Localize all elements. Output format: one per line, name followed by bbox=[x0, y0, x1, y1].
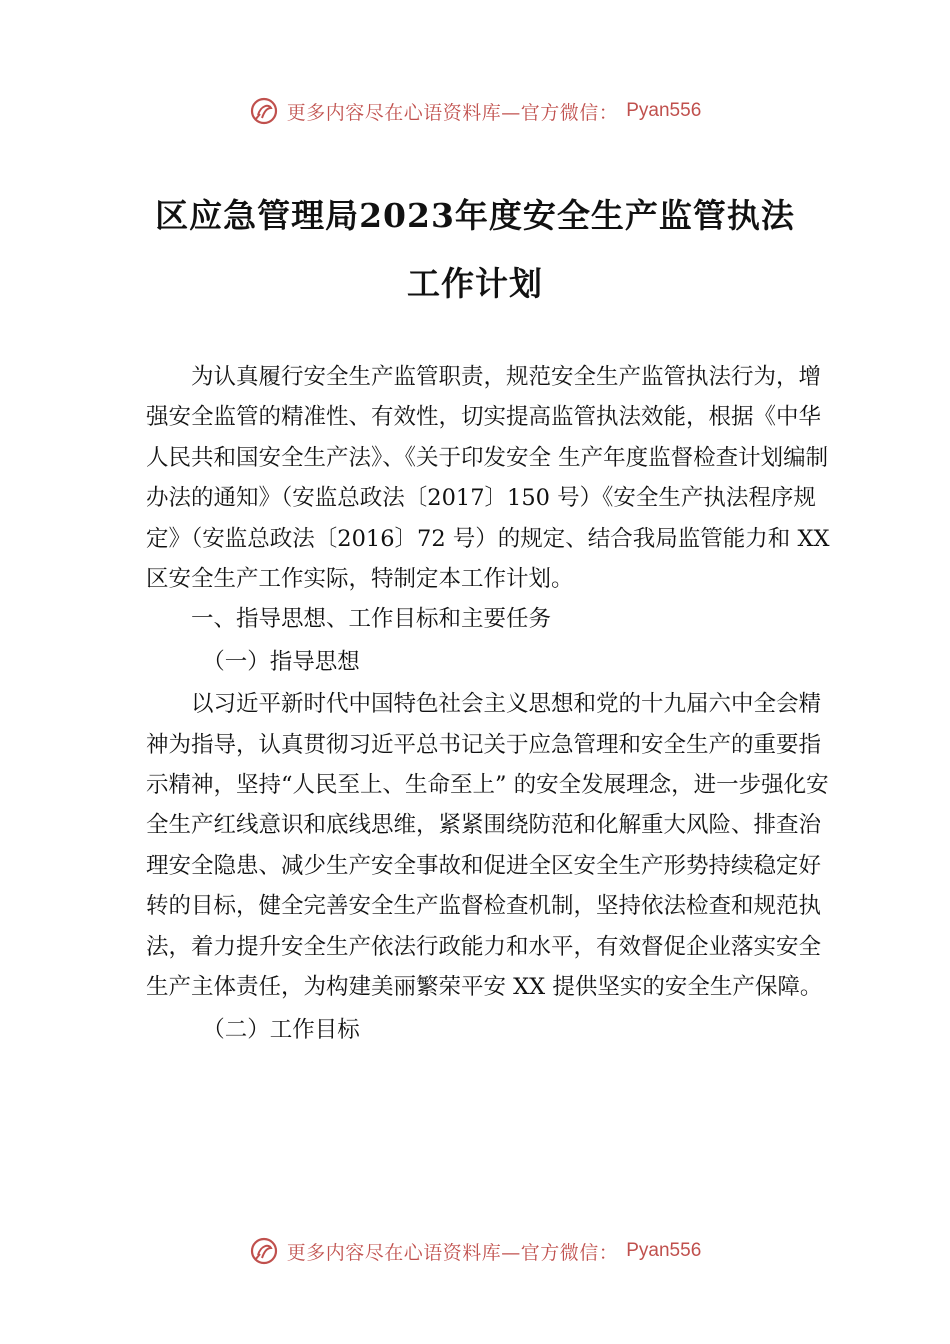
document-title-line1: 区应急管理局2023年度安全生产监管执法 bbox=[155, 196, 795, 235]
section1-heading: 一、指导思想、工作目标和主要任务 bbox=[191, 606, 552, 633]
intro-paragraph: 为认真履行安全生产监管职责，规范安全生产监管执法行为，增强安全监管的精准性、有效性，切实提高监管执法效能，根据《中华人民共和国安全生产法》、《关于印发安全 生产年度监督检查计划编制办法的通知》（安监总政法〔2017〕150 号）《安全生产执法程序规定》（安监总政法〔2016〕72 号）的规定、结合我局监管能力和 XX 区安全生产工作实际，特制定本工作计划。 bbox=[146, 364, 830, 593]
watermark-id: Pyan556 bbox=[626, 1240, 702, 1261]
watermark-id: Pyan556 bbox=[626, 100, 702, 121]
sub1-paragraph: 以习近平新时代中国特色社会主义思想和党的十九届六中全会精神为指导，认真贯彻习近平总书记关于应急管理和安全生产的重要指示精神，坚持“人民至上、生命至上” 的安全发展理念，进一步强化安全生产红线意识和底线思维，紧紧围绕防范和化解重大风险、排查治理安全隐患、减少生产安全事故和促进全区安全生产形势持续稳定好转的目标，健全完善安全生产监督检查机制，坚持依法检查和规范执法，着力提升安全生产依法行政能力和水平，有效督促企业落实安全生产主体责任，为构建美丽繁荣平安 XX 提供坚实的安全生产保障。 bbox=[146, 691, 829, 1001]
document-title-line2: 工作计划 bbox=[407, 264, 543, 303]
watermark-text: 更多内容尽在心语资料库—官方微信： bbox=[286, 1241, 619, 1264]
sub2-heading: （二）工作目标 bbox=[202, 1016, 360, 1043]
sub1-heading: （一）指导思想 bbox=[202, 648, 360, 675]
watermark-text: 更多内容尽在心语资料库—官方微信： bbox=[286, 101, 619, 124]
watermark-footer bbox=[0, 1236, 950, 1266]
watermark-logo-icon bbox=[249, 1236, 279, 1266]
watermark-header bbox=[0, 96, 950, 126]
document-body bbox=[146, 357, 832, 1052]
watermark-logo-icon bbox=[249, 96, 279, 126]
